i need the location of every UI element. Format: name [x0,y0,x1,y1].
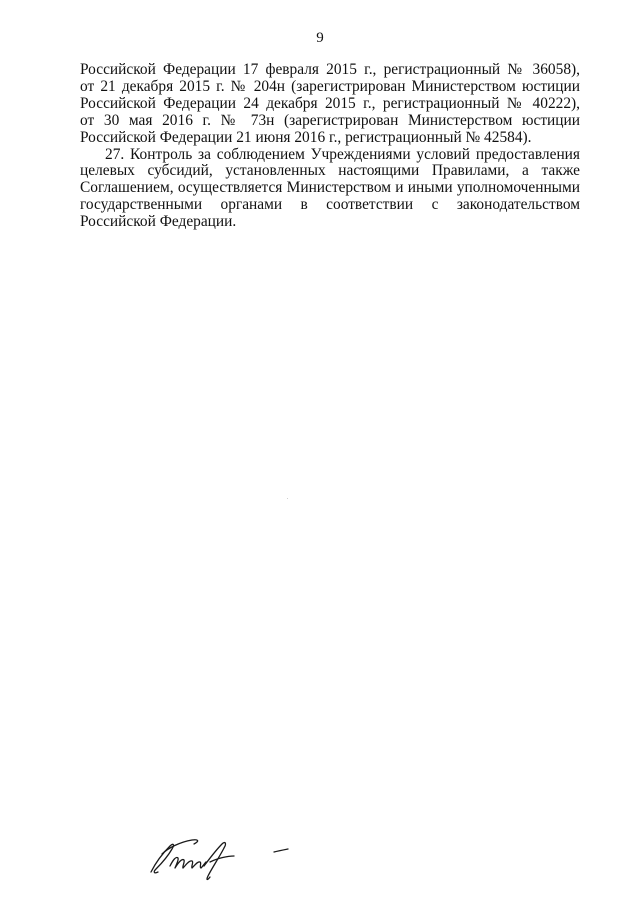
text-line: государственными органами в соответствии с законодательством [80,196,580,214]
page-number: 9 [316,30,324,46]
paragraph-27 [80,147,580,232]
text-line: Соглашением, осуществляется Министерством и иными уполномоченными [80,179,580,197]
handwritten-signature-icon [148,832,293,884]
document-body [80,62,580,231]
text-line: 27. Контроль за соблюдением Учреждениями условий предоставления [105,145,580,163]
text-line: от 30 мая 2016 г. № 73н (зарегистрирован Министерством юстиции [80,111,580,129]
text-line: Российской Федерации 17 февраля 2015 г., регистрационный № 36058), [80,61,580,78]
text-line: от 21 декабря 2015 г. № 204н (зарегистрирован Министерством юстиции [80,77,580,95]
scan-speck [287,498,288,499]
text-line: Российской Федерации 24 декабря 2015 г., регистрационный № 40222), [80,94,580,112]
text-line: Российской Федерации. [80,213,237,231]
paragraph-continuation [80,62,580,147]
text-line: Российской Федерации 21 июня 2016 г., регистрационный № 42584). [80,128,532,146]
text-line: целевых субсидий, установленных настоящими Правилами, а также [80,162,580,180]
